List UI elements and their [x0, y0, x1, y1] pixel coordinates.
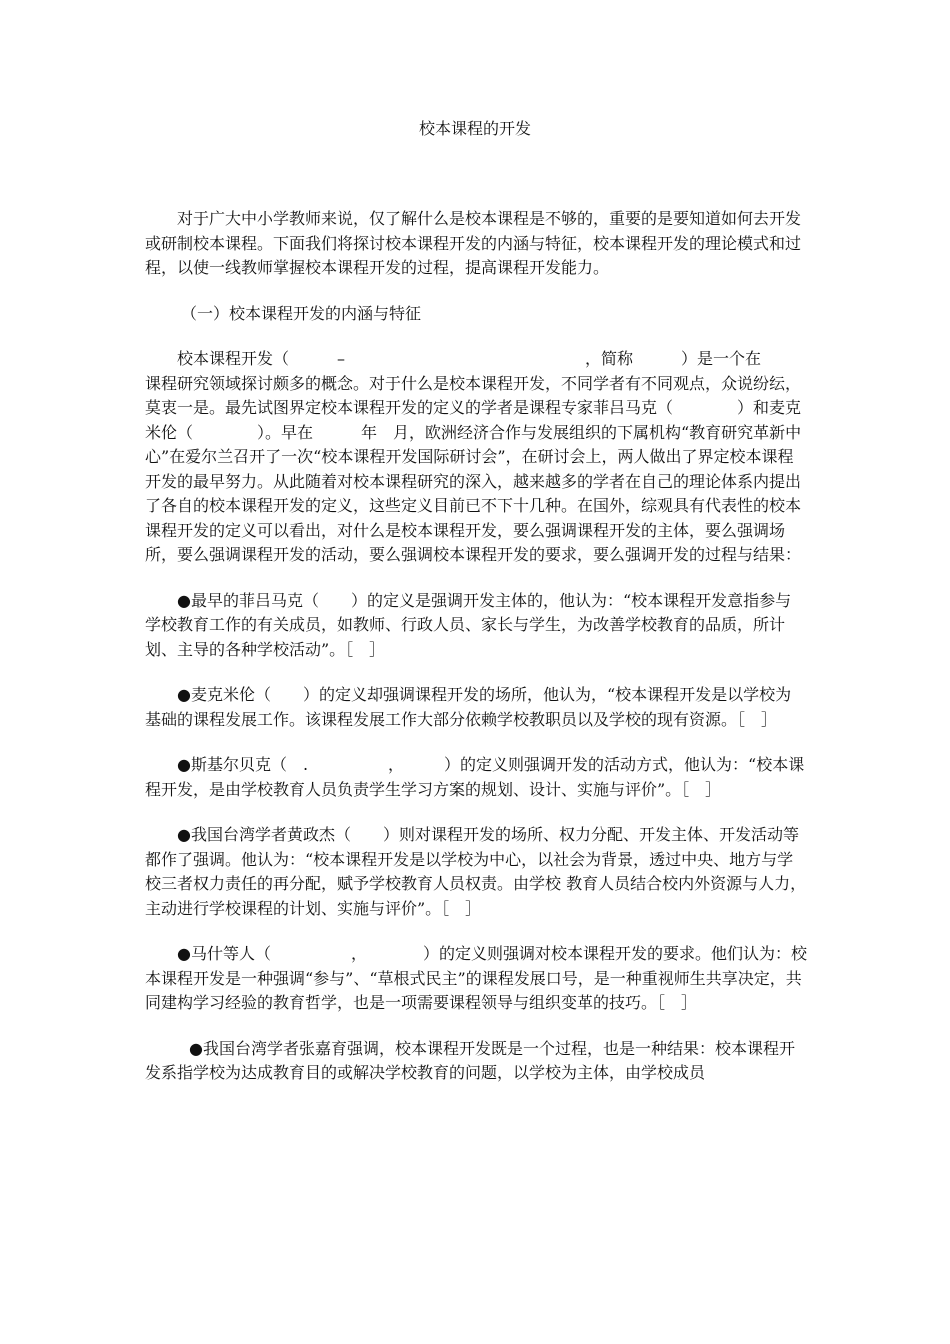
bullet-item: ●斯基尔贝克（ . ， ）的定义则强调开发的活动方式，他认为：“校本课程开发，是由学校教育人员负责学生学习方案的规划、设计、实施与评价”。［ ］ — [145, 755, 805, 799]
bullet-item: ●最早的菲吕马克（ ）的定义是强调开发主体的，他认为：“校本课程开发意指参与学校教育工作的有关成员，如教师、行政人员、家长与学生，为改善学校教育的品质，所计划、主导的各种学校活动”。［ ］ — [145, 590, 792, 659]
bullet-item: ●我国台湾学者张嘉育强调，校本课程开发既是一个过程，也是一种结果：校本课程开发系指学校为达成教育目的或解决学校教育的问题，以学校为主体，由学校成员 — [145, 1038, 795, 1082]
bullet-item: ●马什等人（ ， ）的定义则强调对校本课程开发的要求。他们认为：校本课程开发是一种强调“参与”、“草根式民主”的课程发展口号，是一种重视师生共享决定，共同建构学习经验的教育哲学，也是一项需要课程领导与组织变革的技巧。［ ］ — [145, 944, 807, 1012]
document-body — [145, 207, 807, 1086]
definition-first-line: 校本课程开发（ – ，简称 ）是一个在 — [177, 349, 762, 368]
intro-paragraph: 对于广大中小学教师来说，仅了解什么是校本课程是不够的，重要的是要知道如何去开发或研制校本课程。下面我们将探讨校本课程开发的内涵与特征，校本课程开发的理论模式和过程，以使一线教师掌握校本课程开发的过程，提高课程开发能力。 — [145, 209, 802, 277]
definition-body: 课程研究领域探讨颇多的概念。对于什么是校本课程开发，不同学者有不同观点，众说纷纭，莫衷一是。最先试图界定校本课程开发的定义的学者是课程专家菲吕马克（ ）和麦克米伦（ ）。早在 年 月，欧洲经济合作与发展组织的下属机构“教育研究革新中心”在爱尔兰召开了一次“校本课程开发国际研讨会”，在研讨会上，两人做出了界定校本课程开发的最早努力。从此随着对校本课程研究的深入，越来越多的学者在自己的理论体系内提出了各自的校本课程开发的定义，这些定义目前已不下十几种。在国外，综观具有代表性的校本课程开发的定义可以看出，对什么是校本课程开发，要么强调课程开发的主体，要么强调场所，要么强调课程开发的活动，要么强调校本课程开发的要求，要么强调开发的过程与结果： — [145, 373, 802, 564]
bullet-item: ●我国台湾学者黄政杰（ ）则对课程开发的场所、权力分配、开发主体、开发活动等都作了强调。他认为：“校本课程开发是以学校为中心，以社会为背景，透过中央、地方与学校三者权力责任的再分配，赋予学校教育人员权责。由学校 教育人员结合校内外资源与人力，主动进行学校课程的计划、实施与评价”。［ ］ — [145, 825, 807, 918]
definition-paragraph — [145, 347, 807, 568]
bullet-item: ●麦克米伦（ ）的定义却强调课程开发的场所，他认为，“校本课程开发是以学校为基础的课程发展工作。该课程发展工作大部分依赖学校教职员以及学校的现有资源。［ ］ — [145, 685, 792, 729]
section-heading: （一）校本课程开发的内涵与特征 — [181, 303, 422, 323]
document-title: 校本课程的开发 — [418, 119, 531, 138]
